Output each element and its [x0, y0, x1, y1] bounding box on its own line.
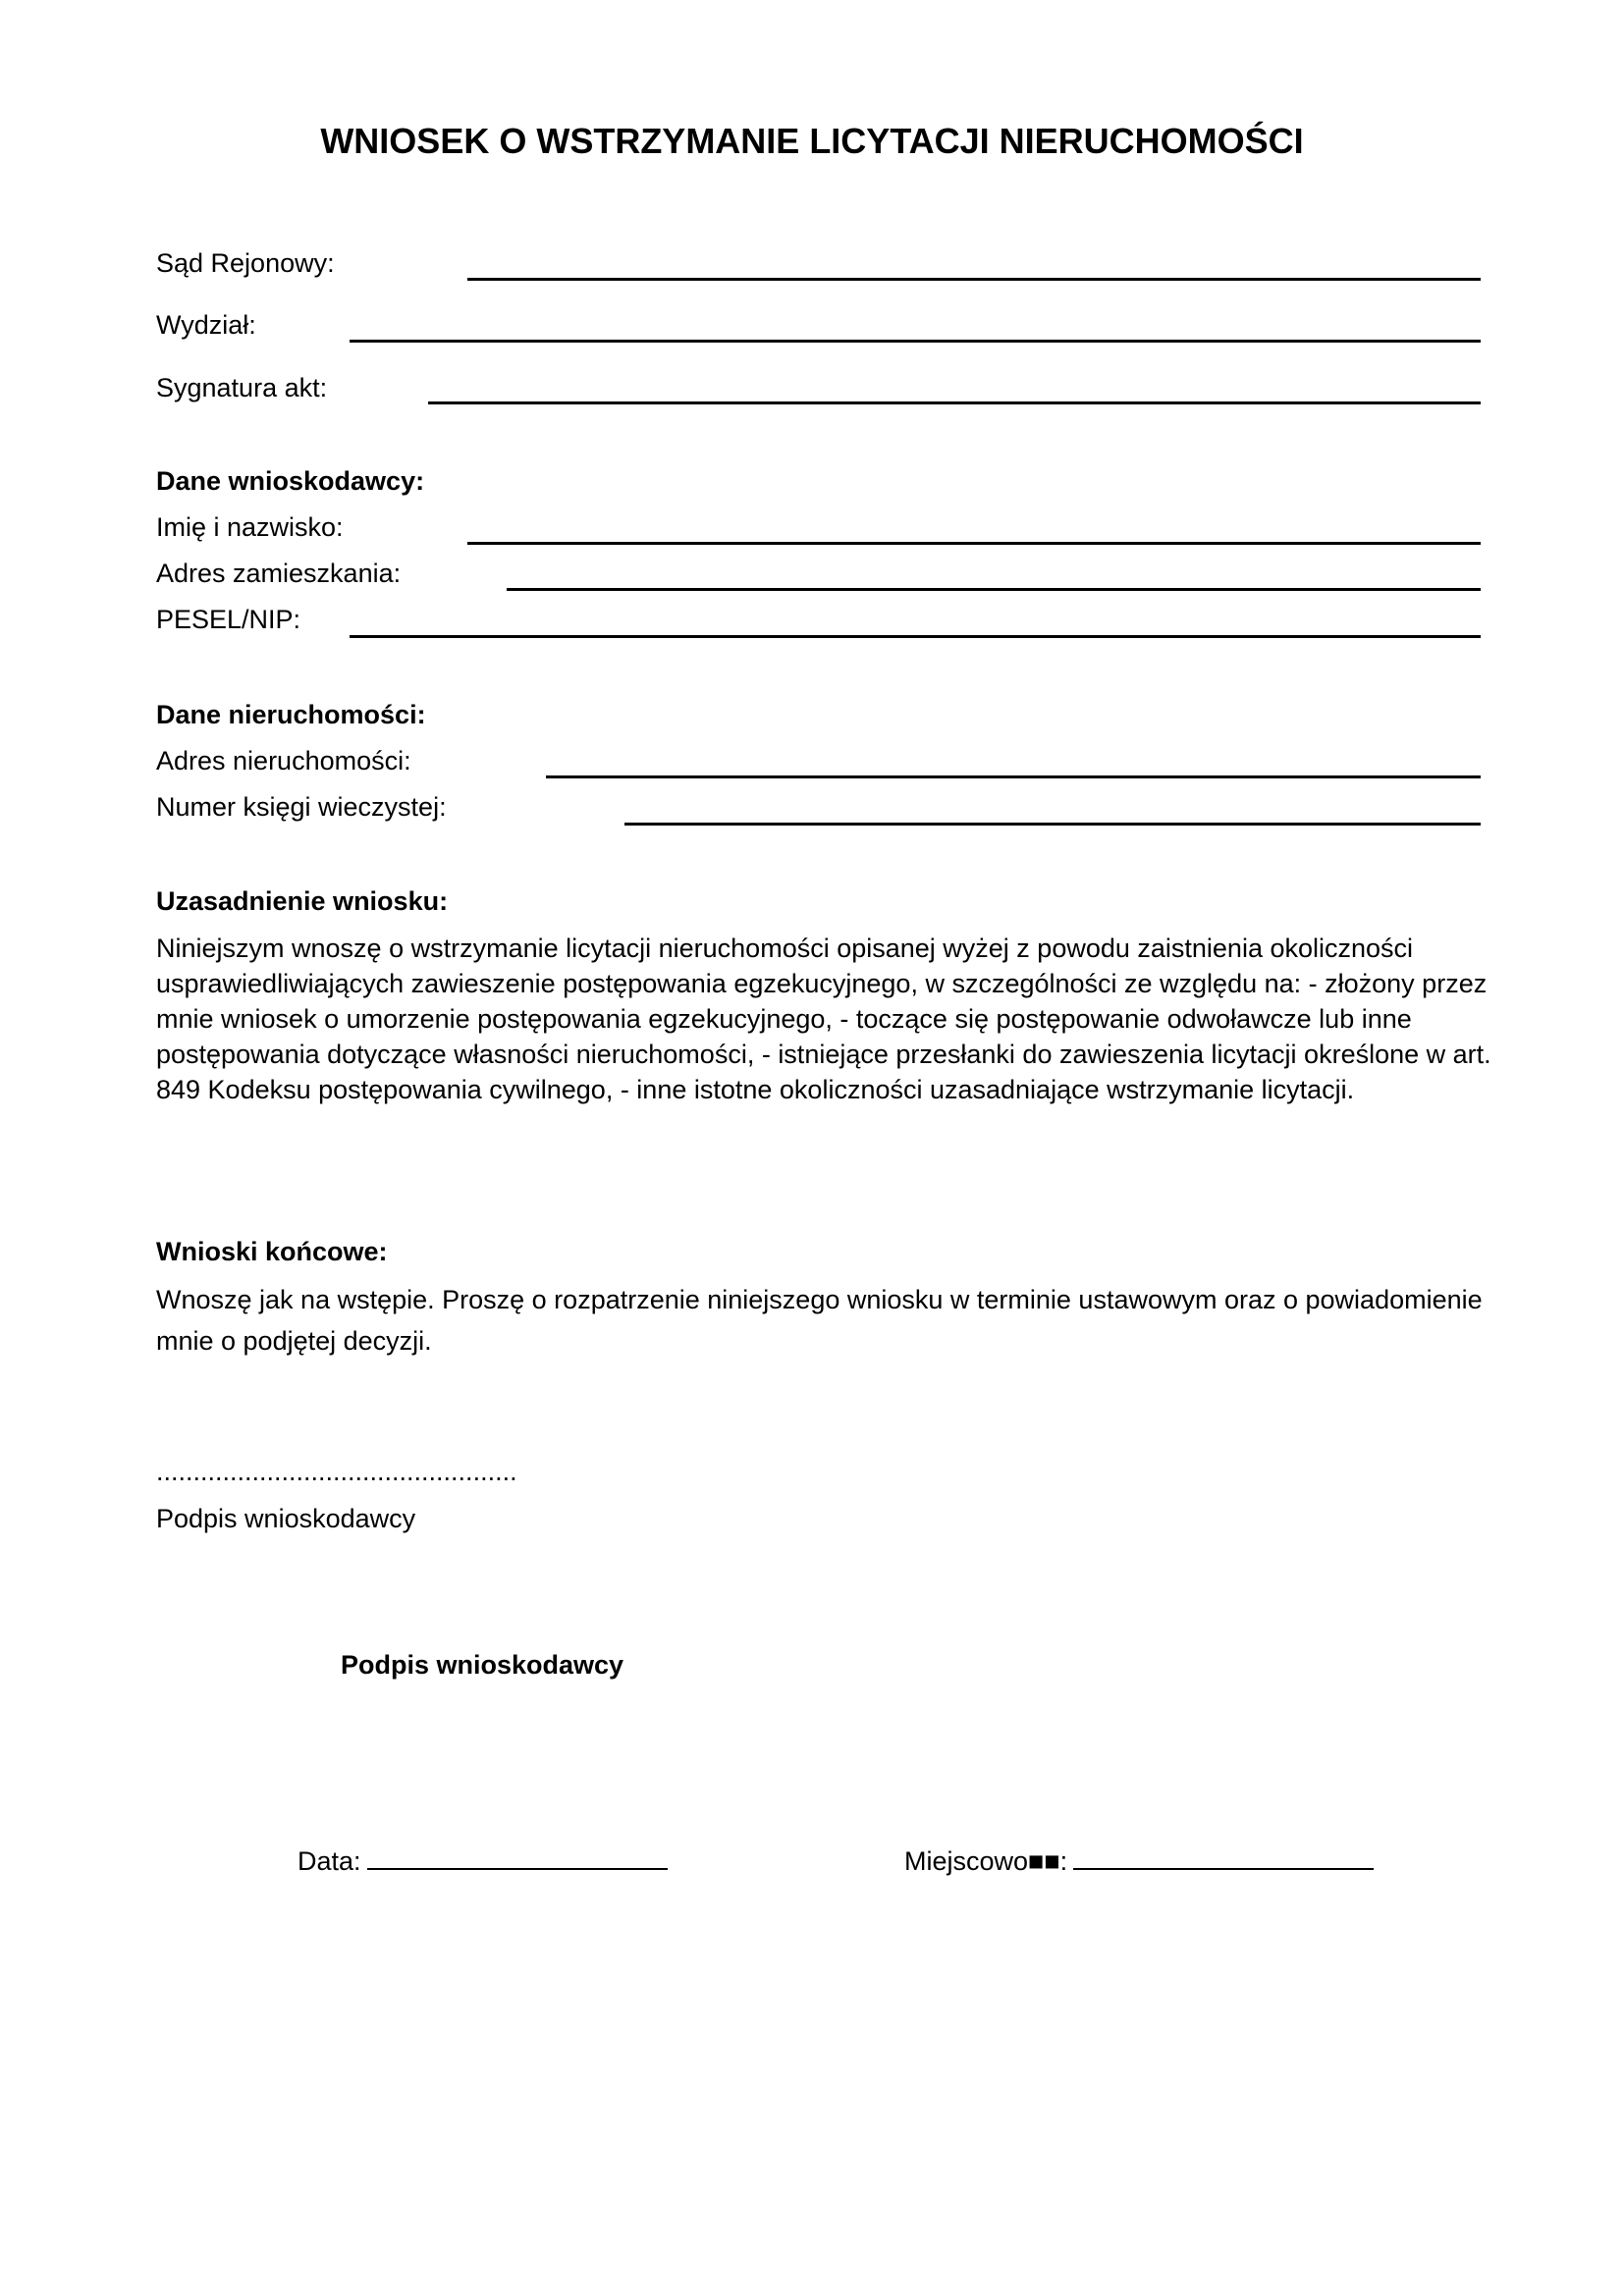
applicant-name-field[interactable] [467, 542, 1481, 545]
applicant-name-label: Imię i nazwisko: [156, 512, 344, 542]
court-field[interactable] [467, 278, 1481, 281]
property-address-field[interactable] [546, 775, 1481, 778]
applicant-pesel-field[interactable] [350, 635, 1481, 638]
date-label: Data: [298, 1846, 361, 1876]
applicant-address-field[interactable] [507, 588, 1481, 591]
department-field[interactable] [350, 340, 1481, 343]
signature-label: Podpis wnioskodawcy [156, 1504, 416, 1533]
place-field[interactable] [1073, 1846, 1374, 1870]
case-number-field[interactable] [428, 401, 1481, 404]
place-group [904, 1844, 1374, 1878]
land-register-label: Numer księgi wieczystej: [156, 792, 447, 822]
property-address-label: Adres nieruchomości: [156, 746, 411, 775]
signature-bold-label: Podpis wnioskodawcy [341, 1650, 624, 1680]
case-number-label: Sygnatura akt: [156, 373, 328, 402]
justification-text: Niniejszym wnoszę o wstrzymanie licytacji nieruchomości opisanej wyżej z powodu zaistnienia okoliczności usprawiedliwiających zawieszenie postępowania egzekucyjnego, w szczególności ze względu na: - złożony przez mnie wniosek o umorzenie postępowania egzekucyjnego, - toczące się postępowanie odwoławcze lub inne postępowania dotyczące własności nieruchomości, - istniejące przesłanki do zawieszenia licytacji określone w art. 849 Kodeksu postępowania cywilnego, - inne istotne okoliczności uzasadniające wstrzymanie licytacji. [156, 934, 1491, 1104]
applicant-address-label: Adres zamieszkania: [156, 559, 402, 588]
justification-heading: Uzasadnienie wniosku: [156, 886, 449, 916]
land-register-field[interactable] [624, 823, 1481, 826]
applicant-heading: Dane wnioskodawcy: [156, 466, 425, 496]
property-heading: Dane nieruchomości: [156, 700, 426, 729]
court-label: Sąd Rejonowy: [156, 248, 335, 278]
applicant-pesel-label: PESEL/NIP: [156, 605, 301, 634]
conclusions-text: Wnoszę jak na wstępie. Proszę o rozpatrzenie niniejszego wniosku w terminie ustawowym oraz o powiadomienie mnie o podjętej decyzji. [156, 1285, 1483, 1356]
signature-dotted-line: ................................................. [156, 1457, 517, 1486]
date-field[interactable] [367, 1846, 668, 1870]
conclusions-heading: Wnioski końcowe: [156, 1237, 388, 1266]
date-group [298, 1844, 668, 1878]
place-label: Miejscowo■■: [904, 1846, 1068, 1876]
document-title: WNIOSEK O WSTRZYMANIE LICYTACJI NIERUCHOMOŚCI [320, 121, 1304, 161]
department-label: Wydział: [156, 310, 256, 340]
